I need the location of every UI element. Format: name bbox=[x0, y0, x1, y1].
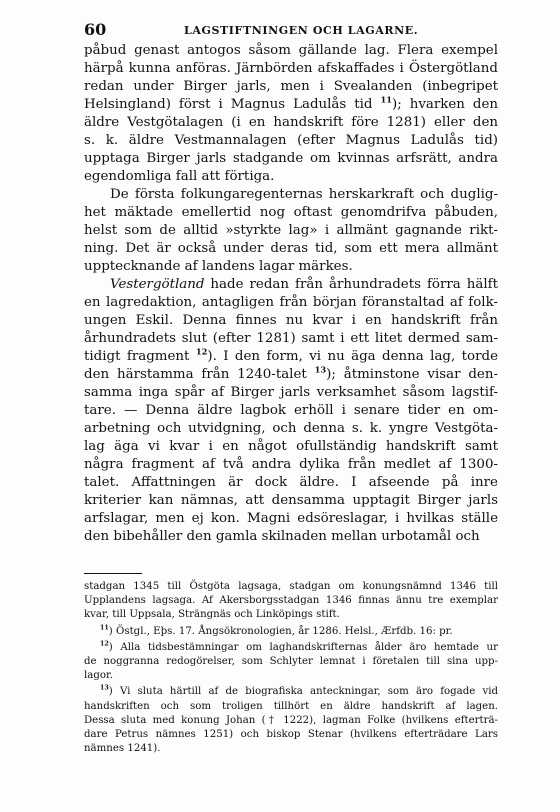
footnote-line: stadgan 1345 till Östgöta lagsaga, stadgan om konungsnämnd 1346 till bbox=[84, 581, 498, 592]
paragraph-3 bbox=[84, 276, 498, 546]
footnote-line: Upplandens lagsaga. Af Akersborgsstadgan 1346 finnas ännu tre exemplar bbox=[84, 595, 498, 607]
paragraph-1 bbox=[84, 42, 498, 186]
text-line: upptecknande af landens lagar märkes. bbox=[84, 259, 353, 274]
text-fragment: ) Östgl., Eþs. 17. Ångsökronologien, år 1286. Helsl., Ærfdb. 16: pr. bbox=[108, 625, 453, 637]
text-line: tare. — Denna äldre lagbok erhöll i senare tider en om- bbox=[84, 403, 498, 418]
text-line: några fragment af två andra dylika från medlet af 1300- bbox=[84, 457, 498, 472]
text-line: upptaga Birger jarls stadgande om kvinnas arfsrätt, andra bbox=[84, 151, 498, 166]
footnote-continuation bbox=[84, 580, 498, 623]
text-line bbox=[84, 276, 498, 294]
text-fragment: den härstamma från 1240-talet bbox=[84, 367, 307, 382]
footnote-line: kvar, till Uppsala, Strängnäs och Linköpings stift. bbox=[84, 609, 340, 621]
text-line: en lagredaktion, antagligen från början föranstaltad af folk- bbox=[84, 295, 498, 310]
footnote-marker: 12 bbox=[100, 640, 109, 648]
page-header bbox=[84, 18, 498, 40]
text-line: den bibehåller den gamla skilnaden mellan urbotamål och bbox=[84, 529, 480, 544]
page-number: 60 bbox=[84, 20, 107, 39]
italic-place-name: Vestergötland bbox=[110, 277, 205, 292]
text-fragment: ) Vi sluta härtill af de biografiska anteckningar, som äro fogade vid bbox=[108, 686, 498, 698]
text-fragment: ); åtminstone visar den- bbox=[326, 367, 498, 382]
text-line: äldre Vestgötalagen (i en handskrift före 1281) eller den bbox=[84, 115, 498, 130]
text-line bbox=[84, 366, 498, 384]
text-line bbox=[84, 96, 498, 114]
text-line: århundradets slut (efter 1281) samt i ett litet dermed sam- bbox=[84, 331, 498, 346]
footnotes bbox=[84, 580, 498, 758]
footnote-line: nämnes 1241). bbox=[84, 743, 161, 755]
footnote-line bbox=[84, 685, 498, 699]
text-fragment: ) Alla tidsbestämningar om laghandskrifternas ålder äro hemtade ur bbox=[108, 641, 498, 653]
footnote-marker: 11 bbox=[100, 624, 109, 632]
text-line: s. k. äldre Vestmannalagen (efter Magnus Ladulås tid) bbox=[84, 133, 498, 148]
body-text bbox=[84, 42, 498, 546]
text-fragment: Helsingland) först i Magnus Ladulås tid bbox=[84, 97, 373, 112]
text-line: ning. Det är också under deras tid, som ett mera allmänt bbox=[84, 241, 498, 256]
text-line: De första folkungaregenternas herskarkraft och duglig- bbox=[110, 187, 498, 202]
text-line: kriterier kan nämnas, att densamma upptagit Birger jarls bbox=[84, 493, 498, 508]
footnote-13 bbox=[84, 685, 498, 756]
footnote-line bbox=[84, 641, 498, 655]
text-line: redan under Birger jarls, men i Svealanden (inbegripet bbox=[84, 79, 498, 94]
running-head: LAGSTIFTNINGEN OCH LAGARNE. bbox=[184, 24, 419, 37]
footnote-ref-13: 13 bbox=[314, 364, 327, 375]
footnote-ref-12: 12 bbox=[195, 346, 208, 357]
text-line: ungen Eskil. Denna finnes nu kvar i en handskrift från bbox=[84, 313, 498, 328]
text-line bbox=[84, 348, 498, 366]
text-line: härpå kunna anföras. Järnbörden afskaffades i Östergötland bbox=[84, 61, 498, 76]
footnote-12 bbox=[84, 641, 498, 684]
footnote-divider bbox=[84, 573, 142, 574]
text-fragment: hade redan från århundradets förra hälft bbox=[204, 277, 498, 292]
footnote-line: de noggranna redogörelser, som Schlyter lemnat i företalen till sina upp- bbox=[84, 656, 498, 668]
footnote-11 bbox=[84, 625, 498, 639]
text-line: påbud genast antogos såsom gällande lag. Flera exempel bbox=[84, 43, 498, 58]
footnote-marker: 13 bbox=[100, 685, 109, 693]
footnote-line: Dessa sluta med konung Johan († 1222), lagman Folke (hvilkens efterträ- bbox=[84, 714, 498, 726]
text-line: lag äga vi kvar i en något ofullständig handskrift samt bbox=[84, 439, 498, 454]
footnote-line bbox=[84, 625, 498, 639]
text-line: arfslagar, men ej kon. Magni edsöreslagar, i hvilkas ställe bbox=[84, 511, 498, 526]
text-line: helst som de alltid »styrkte lag» i allmänt gagnande rikt- bbox=[84, 223, 498, 238]
text-fragment: ). I den form, vi nu äga denna lag, torde bbox=[207, 349, 498, 364]
text-line: het mäktade emellertid nog oftast genomdrifva påbuden, bbox=[84, 205, 498, 220]
footnote-line: handskriften och som troligen tillhört en äldre handskrift af lagen. bbox=[84, 700, 498, 712]
footnote-ref-11: 11 bbox=[380, 94, 392, 105]
text-fragment: tidigt fragment bbox=[84, 349, 190, 364]
text-line: arbetning och utvidgning, och denna s. k. yngre Vestgöta- bbox=[84, 421, 498, 436]
paragraph-2 bbox=[84, 186, 498, 276]
text-line: egendomliga fall att förtiga. bbox=[84, 169, 275, 184]
footnote-line: dare Petrus nämnes 1251) och biskop Stenar (hvilkens efterträdare Lars bbox=[84, 729, 498, 741]
text-fragment: ); hvarken den bbox=[392, 97, 499, 112]
footnote-line: lagor. bbox=[84, 670, 113, 682]
text-line: talet. Affattningen är dock äldre. I afseende på inre bbox=[84, 475, 498, 490]
text-line: samma inga spår af Birger jarls verksamhet såsom lagstif- bbox=[84, 385, 498, 400]
